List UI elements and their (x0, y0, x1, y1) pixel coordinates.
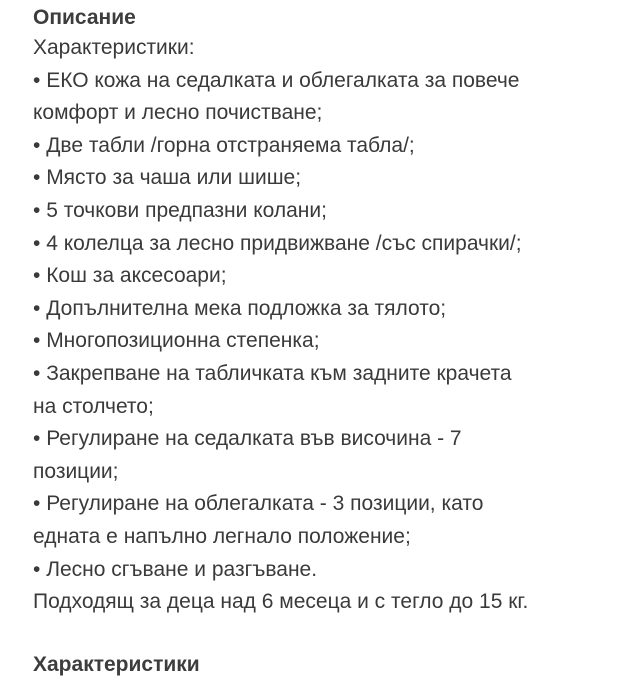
feature-line: • ЕКО кожа на седалката и облегалката за повече (33, 65, 607, 98)
feature-line-continuation: на столчето; (33, 394, 154, 418)
description-heading: Описание (33, 6, 136, 29)
feature-line: • Допълнителна мека подложка за тялото; (33, 293, 607, 326)
feature-line: • Многопозиционна степенка; (33, 325, 607, 358)
feature-line: • Две табли /горна отстраняема табла/; (33, 130, 607, 163)
feature-line: • 5 точкови предпазни колани; (33, 195, 607, 228)
feature-line: • Закрепване на табличката към задните крачета (33, 358, 607, 391)
feature-line-continuation: едната е напълно легнало положение; (33, 524, 411, 548)
description-closing: Подходящ за деца над 6 месеца и с тегло до 15 кг. (33, 590, 529, 614)
feature-line: • Място за чаша или шише; (33, 162, 607, 195)
feature-line-continuation: позиции; (33, 459, 119, 483)
feature-line: • 4 колелца за лесно придвижване /със спирачки/; (33, 228, 607, 261)
feature-line: • Регулиране на облегалката - 3 позиции, като (33, 488, 607, 521)
feature-line: • Кош за аксесоари; (33, 260, 607, 293)
feature-line: • Регулиране на седалката във височина - 7 (33, 423, 607, 456)
feature-line-continuation: комфорт и лесно почистване; (33, 101, 323, 125)
description-body (33, 32, 607, 619)
feature-line: • Лесно сгъване и разгъване. (33, 554, 607, 587)
characteristics-heading: Характеристики (33, 653, 200, 676)
description-intro: Характеристики: (33, 36, 195, 59)
